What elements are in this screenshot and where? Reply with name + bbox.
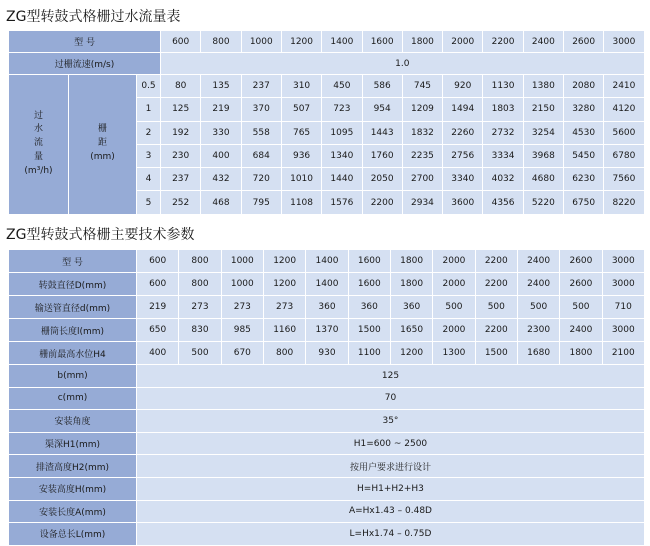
flow-value: 1443 [362, 121, 402, 144]
flow-value: 3280 [564, 98, 604, 121]
model-cell: 2400 [517, 250, 559, 273]
flow-value: 936 [281, 144, 321, 167]
param-value: 500 [560, 296, 602, 319]
model-cell: 2000 [443, 31, 483, 53]
param-value: 360 [348, 296, 390, 319]
param-value: 1600 [348, 273, 390, 296]
param-row [9, 273, 645, 296]
flow-value: 2732 [483, 121, 523, 144]
param-span-row [9, 455, 645, 478]
param-value: 1100 [348, 342, 390, 365]
param-span-row [9, 432, 645, 455]
table2-title: ZG型转鼓式格栅主要技术参数 [6, 227, 195, 243]
gap-label-line: 距 [97, 138, 107, 149]
param-value: 600 [137, 273, 179, 296]
model-cell: 2200 [483, 31, 523, 53]
param-value: 500 [517, 296, 559, 319]
param-value: 360 [306, 296, 348, 319]
flow-row [9, 75, 645, 98]
flow-value: 1380 [523, 75, 563, 98]
param-span-value: H=H1+H2+H3 [137, 477, 645, 500]
param-value: 930 [306, 342, 348, 365]
flow-value: 1440 [322, 168, 362, 191]
gap-label-line: (mm) [90, 152, 115, 163]
flow-value: 370 [241, 98, 281, 121]
flow-value: 723 [322, 98, 362, 121]
param-span-row [9, 523, 645, 546]
flow-value: 1095 [322, 121, 362, 144]
flow-value: 432 [201, 168, 241, 191]
flow-value: 2410 [604, 75, 644, 98]
param-span-value: 70 [137, 387, 645, 410]
velocity-label: 过栅流速(m/s) [9, 53, 161, 75]
flow-value: 954 [362, 98, 402, 121]
model-cell: 1200 [281, 31, 321, 53]
param-value: 500 [475, 296, 517, 319]
flow-value: 2050 [362, 168, 402, 191]
param-value: 273 [221, 296, 263, 319]
flow-value: 1832 [402, 121, 442, 144]
flow-value: 230 [161, 144, 201, 167]
flow-value: 400 [201, 144, 241, 167]
flow-value: 3968 [523, 144, 563, 167]
param-span-row [9, 410, 645, 433]
param-value: 500 [433, 296, 475, 319]
flow-value: 6230 [564, 168, 604, 191]
flow-value: 2756 [443, 144, 483, 167]
param-label: c(mm) [9, 387, 137, 410]
param-value: 1160 [263, 319, 305, 342]
flow-value: 558 [241, 121, 281, 144]
flow-label-line: 量 [33, 152, 43, 163]
flow-value: 1108 [281, 191, 321, 214]
flow-value: 219 [201, 98, 241, 121]
param-span-value: A=Hx1.43 – 0.48D [137, 500, 645, 523]
flow-value: 1803 [483, 98, 523, 121]
param-value: 2300 [517, 319, 559, 342]
param-value: 1500 [348, 319, 390, 342]
gap-value: 3 [137, 144, 161, 167]
flow-label-line: 流 [33, 138, 43, 149]
param-span-value: L=Hx1.74 – 0.75D [137, 523, 645, 546]
model-label: 型 号 [9, 250, 137, 273]
flow-value: 5220 [523, 191, 563, 214]
param-value: 2200 [475, 319, 517, 342]
model-cell: 1600 [348, 250, 390, 273]
flow-value: 125 [161, 98, 201, 121]
param-value: 1680 [517, 342, 559, 365]
param-value: 1200 [390, 342, 432, 365]
param-span-value: 35° [137, 410, 645, 433]
model-cell: 1400 [322, 31, 362, 53]
param-label: 栅前最高水位H4 [9, 342, 137, 365]
param-value: 2400 [560, 319, 602, 342]
model-cell: 2000 [433, 250, 475, 273]
flow-label [9, 75, 69, 215]
flow-value: 450 [322, 75, 362, 98]
flow-value: 135 [201, 75, 241, 98]
model-cell: 800 [201, 31, 241, 53]
flow-value: 1209 [402, 98, 442, 121]
param-value: 1500 [475, 342, 517, 365]
model-cell: 1200 [263, 250, 305, 273]
param-value: 3000 [602, 319, 644, 342]
param-span-row [9, 477, 645, 500]
param-span-row [9, 365, 645, 388]
flow-value: 468 [201, 191, 241, 214]
param-label: 安装角度 [9, 410, 137, 433]
param-span-value: 125 [137, 365, 645, 388]
gap-value: 5 [137, 191, 161, 214]
gap-value: 2 [137, 121, 161, 144]
param-value: 710 [602, 296, 644, 319]
flow-value: 237 [241, 75, 281, 98]
model-cell: 600 [137, 250, 179, 273]
param-value: 1370 [306, 319, 348, 342]
model-cell: 3000 [604, 31, 644, 53]
model-row [9, 31, 645, 53]
param-value: 1300 [433, 342, 475, 365]
model-cell: 1400 [306, 250, 348, 273]
flow-value: 2700 [402, 168, 442, 191]
flow-value: 3254 [523, 121, 563, 144]
gap-value: 1 [137, 98, 161, 121]
flow-value: 1340 [322, 144, 362, 167]
flow-value: 1760 [362, 144, 402, 167]
param-value: 800 [263, 342, 305, 365]
flow-value: 237 [161, 168, 201, 191]
flow-value: 252 [161, 191, 201, 214]
flow-value: 80 [161, 75, 201, 98]
param-label: b(mm) [9, 365, 137, 388]
flow-value: 4032 [483, 168, 523, 191]
flow-value: 5600 [604, 121, 644, 144]
flow-table [8, 30, 645, 215]
flow-value: 3600 [443, 191, 483, 214]
flow-value: 795 [241, 191, 281, 214]
param-value: 800 [179, 273, 221, 296]
param-value: 1400 [306, 273, 348, 296]
model-cell: 2400 [523, 31, 563, 53]
model-cell: 1800 [390, 250, 432, 273]
flow-value: 1010 [281, 168, 321, 191]
param-label: 栅筒长度l(mm) [9, 319, 137, 342]
flow-value: 8220 [604, 191, 644, 214]
flow-value: 2080 [564, 75, 604, 98]
flow-value: 586 [362, 75, 402, 98]
param-value: 1650 [390, 319, 432, 342]
flow-value: 6750 [564, 191, 604, 214]
param-label: 渠深H1(mm) [9, 432, 137, 455]
param-value: 1200 [263, 273, 305, 296]
param-span-value: H1=600 ~ 2500 [137, 432, 645, 455]
param-value: 219 [137, 296, 179, 319]
param-label: 输送管直径d(mm) [9, 296, 137, 319]
flow-value: 2260 [443, 121, 483, 144]
param-row [9, 342, 645, 365]
flow-label-line: (m³/h) [24, 166, 53, 177]
param-label: 安装长度A(mm) [9, 500, 137, 523]
flow-value: 3334 [483, 144, 523, 167]
param-value: 273 [263, 296, 305, 319]
param-value: 985 [221, 319, 263, 342]
flow-value: 2150 [523, 98, 563, 121]
model-cell: 1600 [362, 31, 402, 53]
flow-value: 2934 [402, 191, 442, 214]
gap-label-line: 栅 [97, 124, 107, 135]
model-cell: 1000 [241, 31, 281, 53]
flow-value: 4356 [483, 191, 523, 214]
model-cell: 600 [161, 31, 201, 53]
model-cell: 3000 [602, 250, 644, 273]
flow-label-line: 水 [33, 124, 43, 135]
param-value: 273 [179, 296, 221, 319]
param-label: 设备总长L(mm) [9, 523, 137, 546]
param-value: 1800 [390, 273, 432, 296]
flow-value: 310 [281, 75, 321, 98]
flow-value: 765 [281, 121, 321, 144]
param-value: 360 [390, 296, 432, 319]
param-label: 安装高度H(mm) [9, 477, 137, 500]
flow-value: 1130 [483, 75, 523, 98]
params-table [8, 249, 645, 546]
model-cell: 2200 [475, 250, 517, 273]
flow-value: 745 [402, 75, 442, 98]
flow-value: 4680 [523, 168, 563, 191]
model-cell: 800 [179, 250, 221, 273]
flow-value: 4120 [604, 98, 644, 121]
table1-title: ZG型转鼓式格栅过水流量表 [6, 9, 181, 25]
flow-value: 192 [161, 121, 201, 144]
param-value: 400 [137, 342, 179, 365]
param-value: 3000 [602, 273, 644, 296]
gap-label [69, 75, 137, 215]
flow-value: 920 [443, 75, 483, 98]
param-value: 2000 [433, 319, 475, 342]
velocity-row [9, 53, 645, 75]
param-value: 2400 [517, 273, 559, 296]
model-row [9, 250, 645, 273]
model-cell: 2600 [560, 250, 602, 273]
param-value: 650 [137, 319, 179, 342]
param-span-value: 按用户要求进行设计 [137, 455, 645, 478]
flow-value: 1494 [443, 98, 483, 121]
flow-value: 2235 [402, 144, 442, 167]
param-value: 830 [179, 319, 221, 342]
model-cell: 1800 [402, 31, 442, 53]
flow-value: 5450 [564, 144, 604, 167]
flow-value: 684 [241, 144, 281, 167]
param-value: 2200 [475, 273, 517, 296]
param-value: 2600 [560, 273, 602, 296]
flow-label-line: 过 [33, 110, 43, 121]
model-label: 型 号 [9, 31, 161, 53]
param-value: 2000 [433, 273, 475, 296]
flow-value: 720 [241, 168, 281, 191]
flow-value: 330 [201, 121, 241, 144]
gap-value: 0.5 [137, 75, 161, 98]
param-value: 2100 [602, 342, 644, 365]
flow-value: 1576 [322, 191, 362, 214]
model-cell: 2600 [564, 31, 604, 53]
param-row [9, 319, 645, 342]
flow-value: 3340 [443, 168, 483, 191]
param-label: 排渣高度H2(mm) [9, 455, 137, 478]
param-value: 500 [179, 342, 221, 365]
flow-value: 6780 [604, 144, 644, 167]
flow-value: 7560 [604, 168, 644, 191]
flow-value: 2200 [362, 191, 402, 214]
gap-value: 4 [137, 168, 161, 191]
velocity-value: 1.0 [161, 53, 645, 75]
param-value: 670 [221, 342, 263, 365]
param-span-row [9, 387, 645, 410]
param-row [9, 296, 645, 319]
model-cell: 1000 [221, 250, 263, 273]
flow-value: 507 [281, 98, 321, 121]
flow-value: 4530 [564, 121, 604, 144]
param-value: 1800 [560, 342, 602, 365]
param-label: 转鼓直径D(mm) [9, 273, 137, 296]
param-value: 1000 [221, 273, 263, 296]
param-span-row [9, 500, 645, 523]
